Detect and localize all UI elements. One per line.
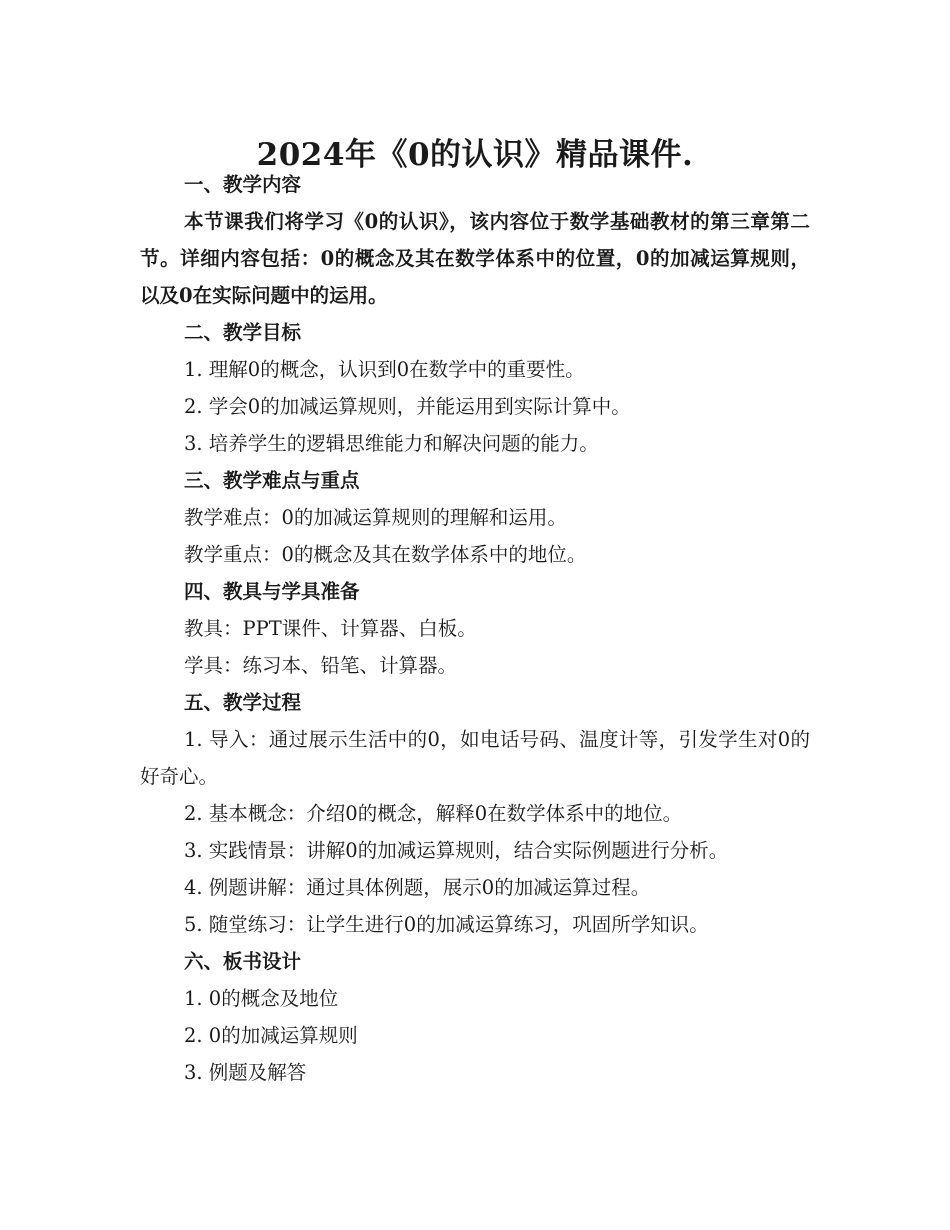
- list-item: 4. 例题讲解：通过具体例题，展示0的加减运算过程。: [184, 876, 651, 899]
- section-heading-materials: 四、教具与学具准备: [184, 580, 360, 603]
- document-body: [140, 166, 810, 1091]
- list-item: 5. 随堂练习：让学生进行0的加减运算练习，巩固所学知识。: [184, 913, 709, 936]
- list-item: 教具：PPT课件、计算器、白板。: [184, 617, 477, 640]
- section-heading-board-design: 六、板书设计: [184, 950, 302, 973]
- list-item: 1. 0的概念及地位: [184, 987, 339, 1010]
- list-item: 3. 例题及解答: [184, 1061, 307, 1084]
- list-item: 3. 实践情景：讲解0的加减运算规则，结合实际例题进行分析。: [184, 839, 729, 862]
- list-item: 2. 0的加减运算规则: [184, 1024, 358, 1047]
- list-item: 2. 学会0的加减运算规则，并能运用到实际计算中。: [184, 395, 631, 418]
- section-heading-difficulties: 三、教学难点与重点: [184, 469, 360, 492]
- list-item: 3. 培养学生的逻辑思维能力和解决问题的能力。: [184, 432, 599, 455]
- section-paragraph-content: 本节课我们将学习《0的认识》，该内容位于数学基础教材的第三章第二节。详细内容包括：0的概念及其在数学体系中的位置，0的加减运算规则，以及0在实际问题中的运用。: [140, 210, 810, 307]
- list-item: 教学重点：0的概念及其在数学体系中的地位。: [184, 543, 587, 566]
- list-item: 2. 基本概念：介绍0的概念，解释0在数学体系中的地位。: [184, 802, 683, 825]
- list-item: 教学难点：0的加减运算规则的理解和运用。: [184, 506, 567, 529]
- section-heading-process: 五、教学过程: [184, 691, 302, 714]
- section-heading-content: 一、教学内容: [184, 173, 302, 196]
- document-title: 2024年《0的认识》精品课件.: [256, 136, 694, 173]
- section-heading-objectives: 二、教学目标: [184, 321, 302, 344]
- list-item: 1. 导入：通过展示生活中的0，如电话号码、温度计等，引发学生对0的好奇心。: [140, 728, 810, 788]
- list-item: 1. 理解0的概念，认识到0在数学中的重要性。: [184, 358, 585, 381]
- list-item: 学具：练习本、铅笔、计算器。: [184, 654, 458, 677]
